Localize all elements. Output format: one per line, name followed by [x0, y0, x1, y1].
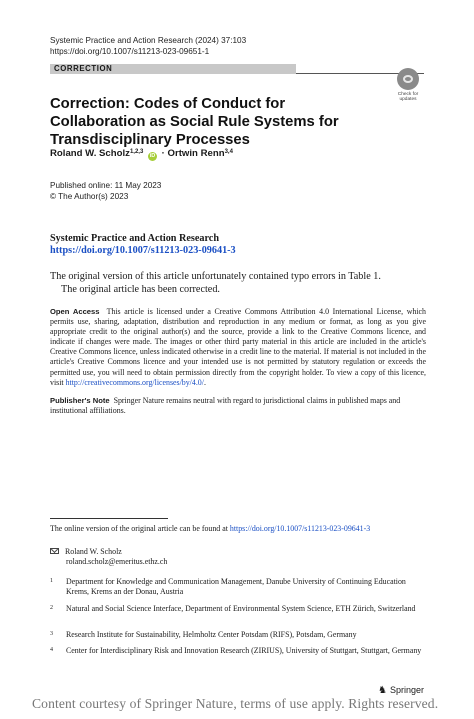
author-name[interactable]: Roland W. Scholz [50, 148, 130, 159]
footnote-rule [50, 518, 168, 519]
author-name[interactable]: Ortwin Renn [167, 148, 225, 159]
article-title: Correction: Codes of Conduct for Collaboration as Social Rule Systems for Transdisciplinary Processes [50, 96, 339, 148]
license-link[interactable]: http://creativecommons.org/licenses/by/4.0/ [65, 377, 204, 387]
publishers-note-label: Publisher's Note [50, 396, 110, 405]
affiliation-item [50, 604, 426, 614]
footnote-text: The online version of the original article can be found at [50, 524, 228, 533]
orcid-icon[interactable]: iD [149, 153, 156, 159]
publishers-note-text: Springer Nature remains neutral with regard to jurisdictional claims in published maps and institutional affiliations. [50, 396, 401, 416]
envelope-icon [50, 548, 59, 554]
affiliation-item [50, 630, 426, 640]
corresponding-email[interactable]: roland.scholz@emeritus.ethz.ch [66, 557, 168, 566]
body-line: The original version of this article unfortunately contained typo errors in Table 1. [50, 271, 381, 282]
author-affiliation-refs: 1,2,3 [129, 149, 144, 155]
author-separator: · [161, 148, 165, 159]
journal-citation: Systemic Practice and Action Research (2024) 37:103 [50, 36, 247, 45]
journal-header [50, 35, 246, 57]
open-access-text: This article is licensed under a Creative Commons Attribution 4.0 International License, which permits use, sharing, adaptation, distribution and reproduction in any medium or format, as long as you give appropriate credit to the original author(s) and the source, provide a link to the Creative Commons licence, and indicate if changes were made. The images or other third party material in this article are included in the article's Creative Commons licence, unless indicated otherwise in a credit line to the material. If material is not included in the article's Creative Commons licence and your intended use is not permitted by statutory regulation or exceeds the permitted use, you will need to obtain permission directly from the copyright holder. To view a copy of this licence, visit [50, 307, 426, 387]
affiliation-number: 3 [50, 631, 53, 637]
affiliation-number: 4 [50, 647, 53, 653]
corresponding-name: Roland W. Scholz [65, 547, 122, 556]
footnote [50, 524, 370, 534]
publishers-note [50, 396, 426, 416]
published-date: Published online: 11 May 2023 [50, 181, 162, 190]
affiliation-number: 1 [50, 578, 53, 584]
referenced-journal: Systemic Practice and Action Research [50, 233, 219, 244]
springer-horse-icon: ♞ [378, 685, 387, 696]
affiliation-text: Natural and Social Science Interface, Department of Environmental System Science, ETH Zürich, Switzerland [66, 604, 416, 613]
referenced-doi-link[interactable]: https://doi.org/10.1007/s11213-023-09641-3 [50, 245, 236, 256]
publisher-name: Springer [389, 685, 424, 695]
check-updates-label: Check for updates [397, 92, 419, 103]
affiliation-text: Research Institute for Sustainability, Helmholtz Center Potsdam (RIFS), Potsdam, Germany [66, 630, 357, 639]
update-icon [397, 68, 419, 90]
correction-body [50, 271, 430, 296]
courtesy-notice: Content courtesy of Springer Nature, terms of use apply. Rights reserved. [32, 696, 439, 711]
affiliation-number: 2 [50, 605, 53, 611]
original-article-link[interactable]: https://doi.org/10.1007/s11213-023-09641-3 [229, 524, 371, 533]
author-affiliation-refs: 3,4 [224, 149, 233, 155]
publication-info [50, 180, 161, 202]
affiliation-item [50, 646, 426, 656]
check-for-updates-badge[interactable] [392, 66, 424, 104]
open-access-end: . [203, 377, 206, 387]
author-line [50, 146, 233, 161]
body-line: The original article has been corrected. [61, 283, 220, 295]
article-doi[interactable]: https://doi.org/10.1007/s11213-023-09651-1 [50, 47, 210, 56]
copyright: © The Author(s) 2023 [50, 192, 129, 201]
affiliation-text: Center for Interdisciplinary Risk and Innovation Research (ZIRIUS), University of Stuttgart, Stuttgart, Germany [66, 646, 422, 655]
open-access-notice [50, 307, 426, 388]
affiliation-item [50, 577, 426, 597]
corresponding-author [50, 547, 167, 567]
affiliation-text: Department for Knowledge and Communication Management, Danube University of Continuing Education Krems, Krems an der Donau, Austria [66, 577, 406, 596]
open-access-label: Open Access [50, 307, 100, 316]
section-label: CORRECTION [54, 64, 113, 73]
